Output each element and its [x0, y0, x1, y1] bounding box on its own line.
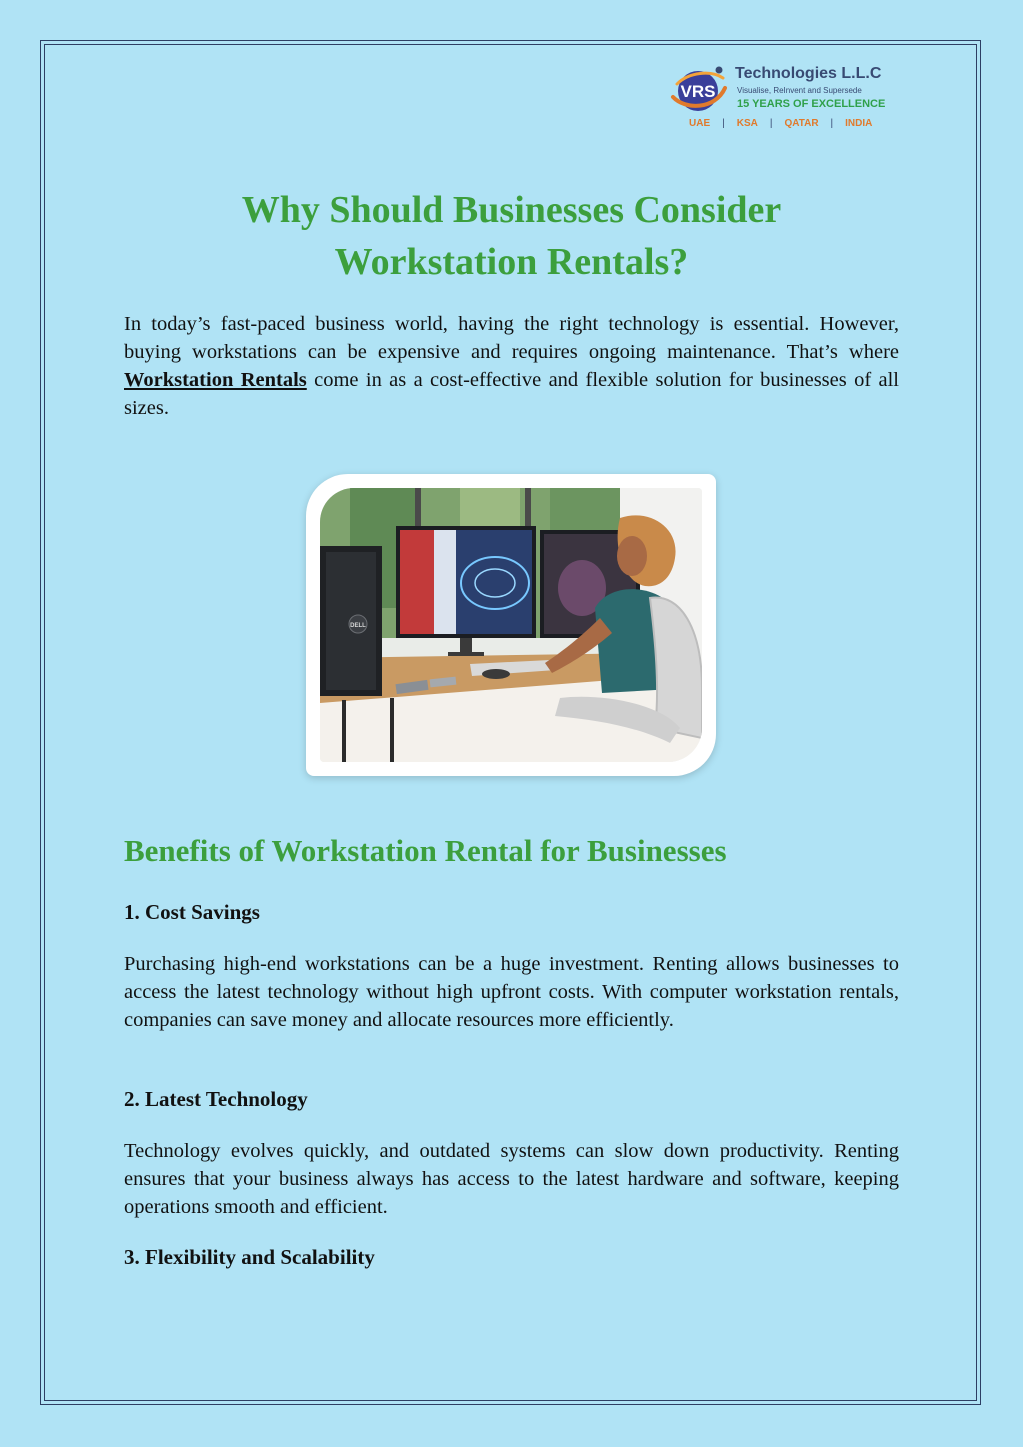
region-qatar: QATAR — [784, 118, 819, 129]
benefit-2-body: Technology evolves quickly, and outdated systems can slow down productivity. Renting ensures that your business always has access to the latest hardware and software, keeping operations smooth and efficient. — [124, 1140, 899, 1218]
page-title — [150, 184, 873, 288]
intro-text-after: come in as a cost-effective and flexible solution for businesses of all sizes. — [124, 369, 900, 419]
logo-excellence: 15 YEARS OF EXCELLENCE — [737, 98, 886, 110]
logo-company-name: Technologies L.L.C — [735, 65, 882, 82]
benefit-1-heading: 1. Cost Savings — [124, 900, 260, 924]
benefit-1-body: Purchasing high-end workstations can be a huge investment. Renting allows businesses to access the latest technology without high upfront costs. With computer workstation rentals, companies can save money and allocate resources more efficiently. — [124, 953, 899, 1031]
photo-frame — [306, 474, 716, 776]
region-separator: | — [769, 118, 773, 129]
page-title-line-1: Why Should Businesses Consider — [241, 189, 782, 231]
benefit-2-heading: 2. Latest Technology — [124, 1087, 308, 1111]
globe-logo-icon — [667, 64, 729, 118]
workstation-illustration — [320, 488, 702, 762]
logo-tagline: Visualise, ReInvent and Supersede — [737, 86, 862, 95]
page-title-line-2: Workstation Rentals? — [334, 241, 689, 283]
workstation-photo — [320, 488, 702, 762]
logo-regions — [689, 118, 872, 129]
region-uae: UAE — [689, 118, 711, 129]
benefits-heading: Benefits of Workstation Rental for Businesses — [124, 833, 727, 868]
region-separator: | — [722, 118, 725, 129]
intro-text-before: In today’s fast-paced business world, having the right technology is essential. However, buying workstations can be expensive and requires ongoing maintenance. That’s where — [124, 313, 899, 363]
intro-paragraph — [124, 310, 899, 422]
region-ksa: KSA — [736, 118, 758, 129]
company-logo — [667, 62, 907, 134]
logo-letters: VRS — [680, 82, 716, 101]
benefit-3-heading: 3. Flexibility and Scalability — [124, 1245, 375, 1269]
workstation-rentals-link[interactable]: Workstation Rentals — [124, 369, 307, 391]
region-separator: | — [830, 118, 834, 129]
region-india: INDIA — [845, 118, 873, 129]
dell-logo-text: DELL — [350, 623, 366, 629]
